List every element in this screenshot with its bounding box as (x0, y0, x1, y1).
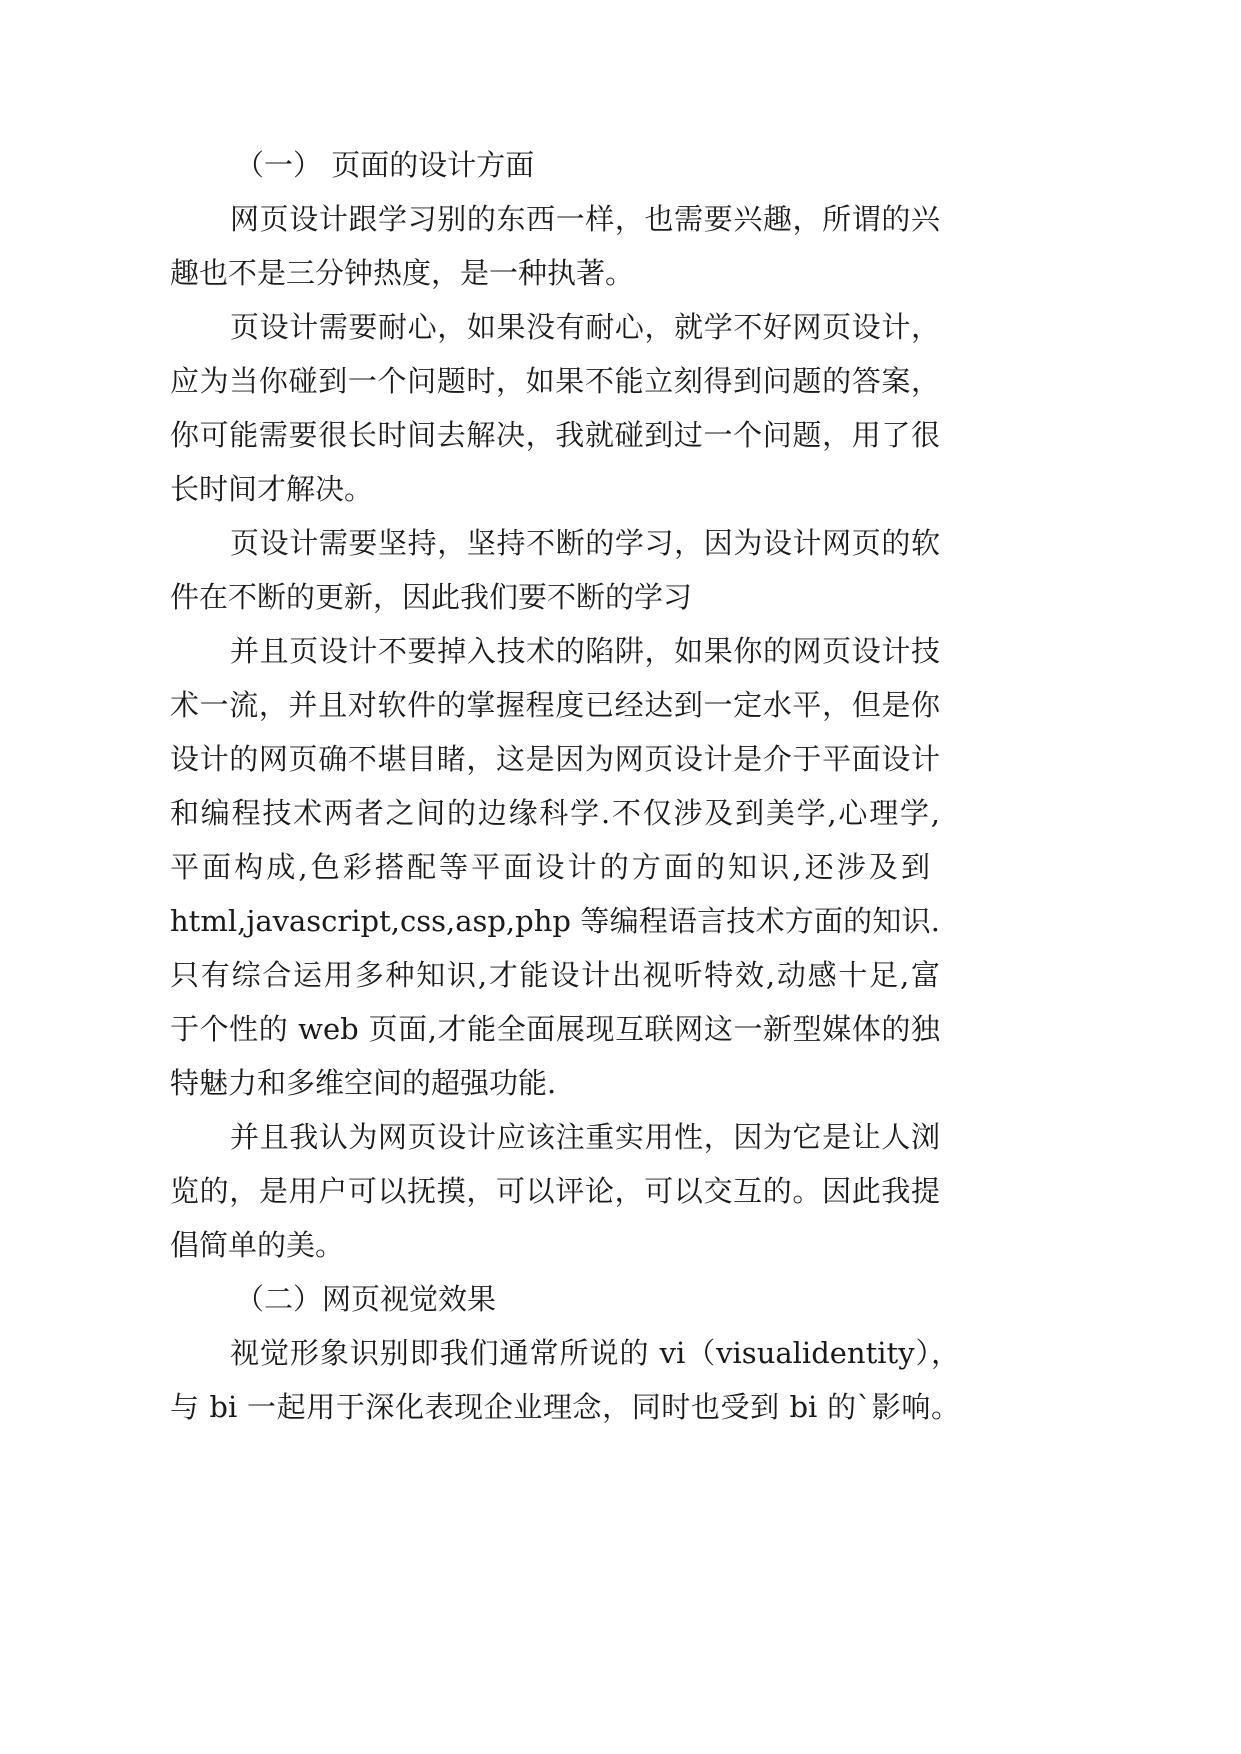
paragraph-line-text: 倡简单的美。 (170, 1228, 345, 1262)
paragraph-line-text: 页设计需要坚持，坚持不断的学习，因为设计网页的软 (230, 526, 940, 560)
paragraph-line-text: 并且页设计不要掉入技术的陷阱，如果你的网页设计技 (230, 634, 940, 668)
paragraph-line-text: 于个性的 web 页面,才能全面展现互联网这一新型媒体的独 (170, 1012, 940, 1046)
paragraph-line-text: 长时间才解决。 (170, 472, 374, 506)
paragraph-line-text: 网页设计跟学习别的东西一样，也需要兴趣，所谓的兴 (230, 202, 940, 236)
paragraph-line-text: 你可能需要很长时间去解决，我就碰到过一个问题，用了很 (170, 418, 940, 452)
paragraph-line-text: 特魅力和多维空间的超强功能. (170, 1066, 557, 1100)
paragraph-line-text: 并且我认为网页设计应该注重实用性，因为它是让人浏 (230, 1120, 940, 1154)
paragraph-line-text: 术一流，并且对软件的掌握程度已经达到一定水平，但是你 (170, 688, 940, 722)
section-heading-1-text: （一） 页面的设计方面 (235, 148, 535, 182)
paragraph-line-text: 趣也不是三分钟热度，是一种执著。 (170, 256, 635, 290)
paragraph-line-text: 页设计需要耐心，如果没有耐心，就学不好网页设计， (230, 310, 940, 344)
paragraph-line-text: 只有综合运用多种知识,才能设计出视听特效,动感十足,富 (170, 958, 940, 992)
paragraph-line-text: html,javascript,css,asp,php 等编程语言技术方面的知识. (170, 904, 940, 938)
paragraph-line-text: 视觉形象识别即我们通常所说的 vi（visualidentity）， (230, 1336, 960, 1370)
paragraph-line-text: 览的，是用户可以抚摸，可以评论，可以交互的。因此我提 (170, 1174, 940, 1208)
paragraph-line-text: 与 bi 一起用于深化表现企业理念，同时也受到 bi 的`影响。 (170, 1390, 960, 1424)
paragraph-line-text: 和编程技术两者之间的边缘科学.不仅涉及到美学,心理学, (170, 796, 940, 830)
paragraph-line-text: 平面构成,色彩搭配等平面设计的方面的知识,还涉及到 (170, 850, 930, 884)
paragraph-line-text: 件在不断的更新，因此我们要不断的学习 (170, 580, 693, 614)
paragraph-line-text: 应为当你碰到一个问题时，如果不能立刻得到问题的答案， (170, 364, 940, 398)
section-heading-2-text: （二）网页视觉效果 (235, 1282, 497, 1316)
paragraph-line-text: 设计的网页确不堪目睹，这是因为网页设计是介于平面设计 (170, 742, 940, 776)
